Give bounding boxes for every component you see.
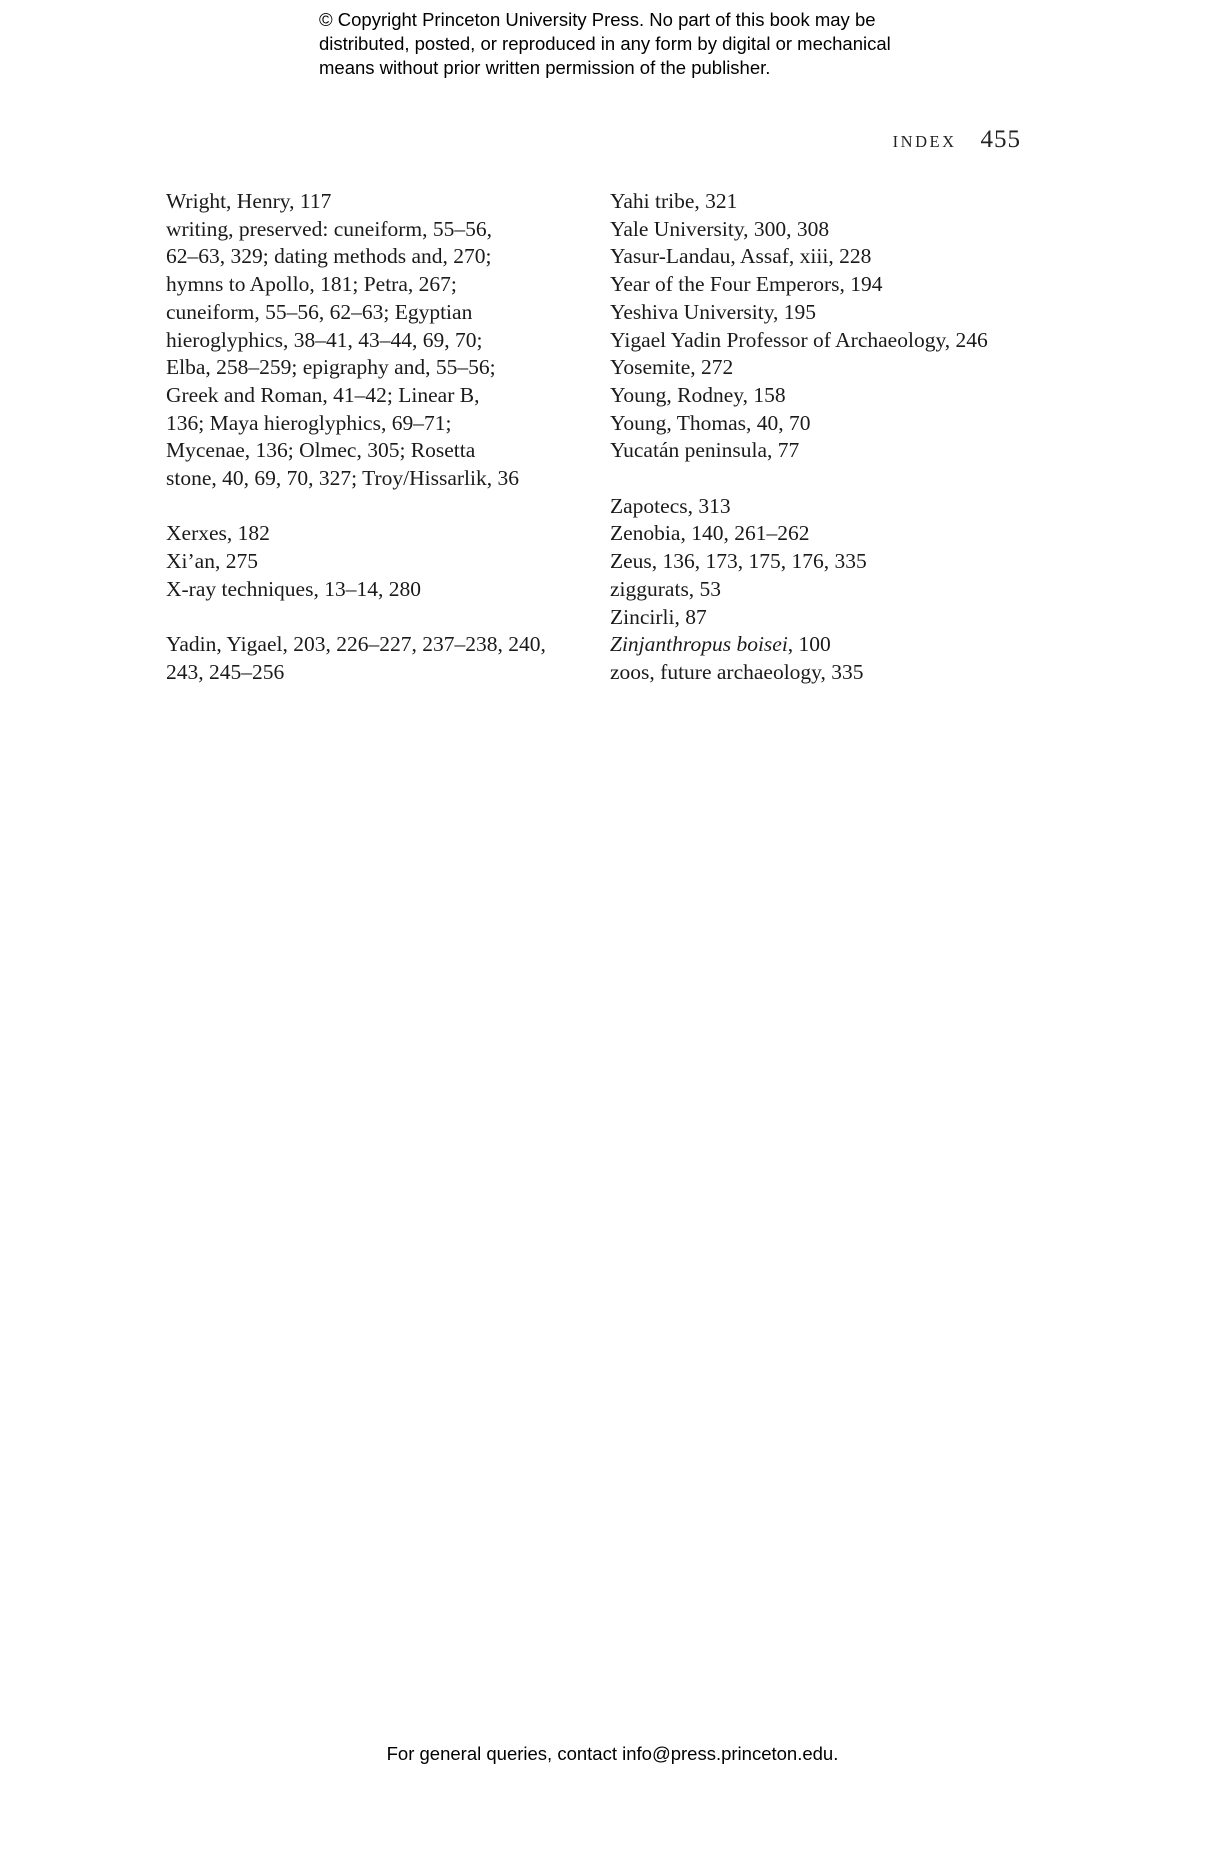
copyright-notice xyxy=(319,8,959,80)
index-entry-yadin xyxy=(166,631,586,686)
entry-line: writing, preserved: cuneiform, 55–56, xyxy=(166,216,492,241)
index-entry xyxy=(610,437,1050,465)
entry-text: ziggurats, 53 xyxy=(610,576,722,601)
entry-line xyxy=(610,631,1050,659)
index-entry xyxy=(610,271,1050,299)
entry-text: Yale University, 300, 308 xyxy=(610,216,830,241)
section-gap xyxy=(166,493,586,521)
entry-line: Mycenae, 136; Olmec, 305; Rosetta xyxy=(166,438,476,463)
entry-text: Yosemite, 272 xyxy=(610,355,734,380)
index-entry xyxy=(610,188,1050,216)
entry-text: Year of the Four Emperors, 194 xyxy=(610,272,883,297)
page-number: 455 xyxy=(980,126,1021,153)
entry-text: Young, Rodney, 158 xyxy=(610,382,786,407)
entry-text: Xi’an, 275 xyxy=(166,549,258,574)
index-entry xyxy=(610,520,1050,548)
index-entry xyxy=(610,576,1050,604)
species-name: Zinjanthropus boisei xyxy=(610,632,788,657)
footer-contact: For general queries, contact info@press.princeton.edu. xyxy=(386,1743,839,1764)
index-entry xyxy=(610,327,1050,355)
index-entry xyxy=(610,382,1050,410)
index-entry xyxy=(610,604,1050,632)
index-entry xyxy=(166,520,586,548)
entry-text: X-ray techniques, 13–14, 280 xyxy=(166,576,421,601)
entry-line: 136; Maya hieroglyphics, 69–71; xyxy=(166,410,452,435)
entry-text: Young, Thomas, 40, 70 xyxy=(610,410,811,435)
index-entry xyxy=(166,188,586,216)
index-entry xyxy=(610,243,1050,271)
entry-line: Elba, 258–259; epigraphy and, 55–56; xyxy=(166,355,496,380)
index-entry xyxy=(610,216,1050,244)
index-entry xyxy=(610,548,1050,576)
index-entry xyxy=(166,548,586,576)
entry-pages: , 100 xyxy=(787,632,831,657)
entry-text: Zenobia, 140, 261–262 xyxy=(610,521,810,546)
entry-text: Yucatán peninsula, 77 xyxy=(610,438,800,463)
index-entry xyxy=(166,576,586,604)
index-right-column xyxy=(610,188,1050,687)
entry-text: Yeshiva University, 195 xyxy=(610,299,817,324)
section-gap xyxy=(610,465,1050,493)
entry-text: Zincirli, 87 xyxy=(610,604,707,629)
index-entry-writing xyxy=(166,216,586,493)
entry-text: Wright, Henry, 117 xyxy=(166,189,332,213)
entry-text: Zeus, 136, 173, 175, 176, 335 xyxy=(610,549,867,574)
entry-line: Yadin, Yigael, 203, 226–227, 237–238, 240, xyxy=(166,632,546,657)
entry-text: Yigael Yadin Professor of Archaeology, 246 xyxy=(610,327,988,352)
entry-line: hieroglyphics, 38–41, 43–44, 69, 70; xyxy=(166,327,483,352)
copyright-line-3: means without prior written permission of the publisher. xyxy=(319,57,771,78)
section-gap xyxy=(166,604,586,632)
index-entry xyxy=(610,410,1050,438)
index-entry-zinjanthropus xyxy=(610,631,1050,659)
copyright-line-1: © Copyright Princeton University Press. No part of this book may be xyxy=(319,9,876,30)
running-head xyxy=(893,126,1021,154)
index-entry xyxy=(610,659,1050,687)
running-head-label: INDEX xyxy=(892,132,957,151)
entry-line: 62–63, 329; dating methods and, 270; xyxy=(166,244,492,269)
entry-text: Yasur-Landau, Assaf, xiii, 228 xyxy=(610,244,872,269)
entry-text: zoos, future archaeology, 335 xyxy=(610,659,864,684)
entry-line: stone, 40, 69, 70, 327; Troy/Hissarlik, 36 xyxy=(166,466,519,491)
entry-text: Zapotecs, 313 xyxy=(610,493,731,518)
index-left-column xyxy=(166,188,586,687)
copyright-line-2: distributed, posted, or reproduced in any form by digital or mechanical xyxy=(319,33,891,54)
index-entry xyxy=(610,299,1050,327)
entry-text: Xerxes, 182 xyxy=(166,521,270,546)
entry-line: 243, 245–256 xyxy=(166,659,285,684)
index-entry xyxy=(610,493,1050,521)
entry-line: Greek and Roman, 41–42; Linear B, xyxy=(166,382,480,407)
entry-line: cuneiform, 55–56, 62–63; Egyptian xyxy=(166,299,473,324)
index-entry xyxy=(610,354,1050,382)
entry-text: Yahi tribe, 321 xyxy=(610,189,738,213)
entry-line: hymns to Apollo, 181; Petra, 267; xyxy=(166,272,457,297)
